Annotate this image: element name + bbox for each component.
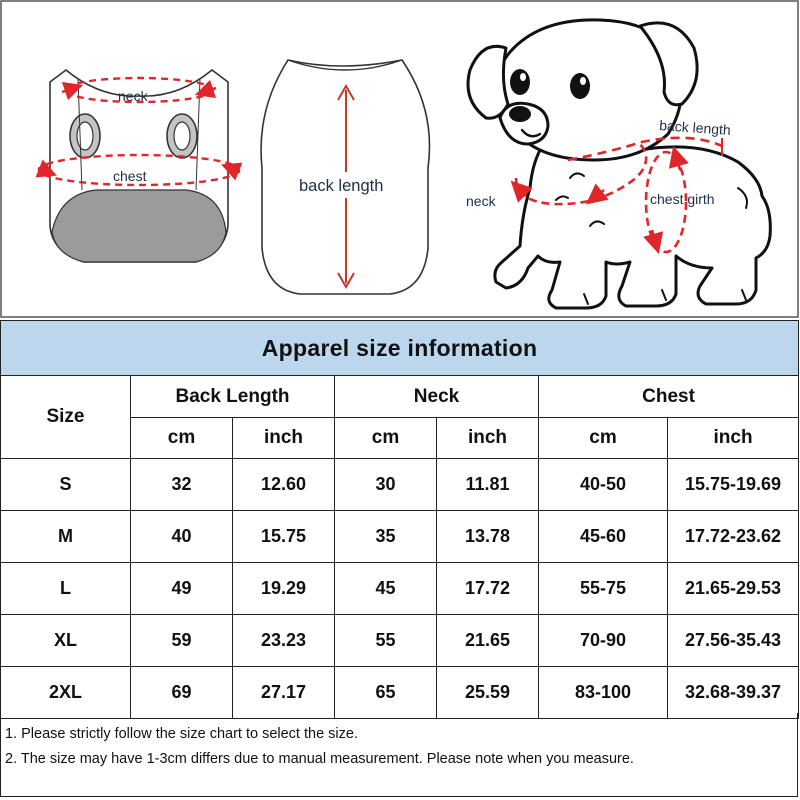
note-line: 2. The size may have 1-3cm differs due to manual measurement. Please note when you measure. (5, 751, 634, 767)
table-cell: 30 (335, 459, 437, 511)
table-row (1, 511, 799, 563)
unit-header: inch (437, 418, 539, 459)
table-cell: 65 (335, 667, 437, 719)
table-cell: 49 (131, 563, 233, 615)
chest-group-header: Chest (539, 376, 799, 418)
table-cell: 21.65 (437, 615, 539, 667)
dog-right-eye (570, 73, 590, 99)
table-cell: 27.56-35.43 (668, 615, 799, 667)
table-cell: 23.23 (233, 615, 335, 667)
table-row (1, 615, 799, 667)
vest-back-diagram (261, 60, 429, 294)
table-cell: 70-90 (539, 615, 668, 667)
size-table (0, 320, 799, 719)
table-cell: 17.72 (437, 563, 539, 615)
table-cell: 45-60 (539, 511, 668, 563)
table-cell: 83-100 (539, 667, 668, 719)
table-cell: 11.81 (437, 459, 539, 511)
unit-header: inch (668, 418, 799, 459)
back-length-group-header: Back Length (131, 376, 335, 418)
vest-front-diagram (38, 70, 240, 262)
vest-front-chest-label: chest (113, 168, 147, 184)
table-body (1, 459, 799, 719)
table-cell: 12.60 (233, 459, 335, 511)
table-cell: 35 (335, 511, 437, 563)
unit-header: inch (233, 418, 335, 459)
size-cell: 2XL (1, 667, 131, 719)
table-cell: 15.75-19.69 (668, 459, 799, 511)
table-cell: 55 (335, 615, 437, 667)
table-group-header-row (1, 376, 799, 418)
dog-nose (509, 106, 531, 122)
table-cell: 25.59 (437, 667, 539, 719)
table-row (1, 667, 799, 719)
table-cell: 21.65-29.53 (668, 563, 799, 615)
table-cell: 32.68-39.37 (668, 667, 799, 719)
vest-front-neck-label: neck (118, 88, 148, 104)
table-row (1, 563, 799, 615)
note-line: 1. Please strictly follow the size chart to select the size. (5, 726, 358, 742)
table-title-row (1, 321, 799, 376)
table-cell: 27.17 (233, 667, 335, 719)
size-cell: M (1, 511, 131, 563)
table-cell: 40-50 (539, 459, 668, 511)
table-cell: 40 (131, 511, 233, 563)
vest-back-length-label: back length (299, 177, 384, 195)
size-cell: XL (1, 615, 131, 667)
unit-header: cm (539, 418, 668, 459)
dog-back-length-label: back length (658, 117, 732, 138)
size-cell: S (1, 459, 131, 511)
table-cell: 45 (335, 563, 437, 615)
table-cell: 13.78 (437, 511, 539, 563)
table-cell: 15.75 (233, 511, 335, 563)
vest-front-gray-panel (52, 190, 226, 262)
unit-header: cm (335, 418, 437, 459)
table-cell: 19.29 (233, 563, 335, 615)
table-row (1, 459, 799, 511)
dog-body (495, 147, 770, 308)
neck-group-header: Neck (335, 376, 539, 418)
dog-left-ear (468, 46, 508, 118)
dog-diagram (468, 20, 770, 308)
table-cell: 32 (131, 459, 233, 511)
table-title: Apparel size information (1, 321, 799, 376)
table-cell: 17.72-23.62 (668, 511, 799, 563)
size-notes (0, 713, 798, 797)
dog-neck-label: neck (466, 193, 496, 209)
table-cell: 55-75 (539, 563, 668, 615)
table-cell: 59 (131, 615, 233, 667)
dog-left-eye (510, 69, 530, 95)
table-cell: 69 (131, 667, 233, 719)
dog-chest-girth-label: chest girth (650, 191, 715, 207)
size-column-header: Size (1, 376, 131, 459)
measurement-illustrations (0, 0, 800, 318)
illustration-canvas (0, 0, 800, 318)
size-cell: L (1, 563, 131, 615)
unit-header: cm (131, 418, 233, 459)
